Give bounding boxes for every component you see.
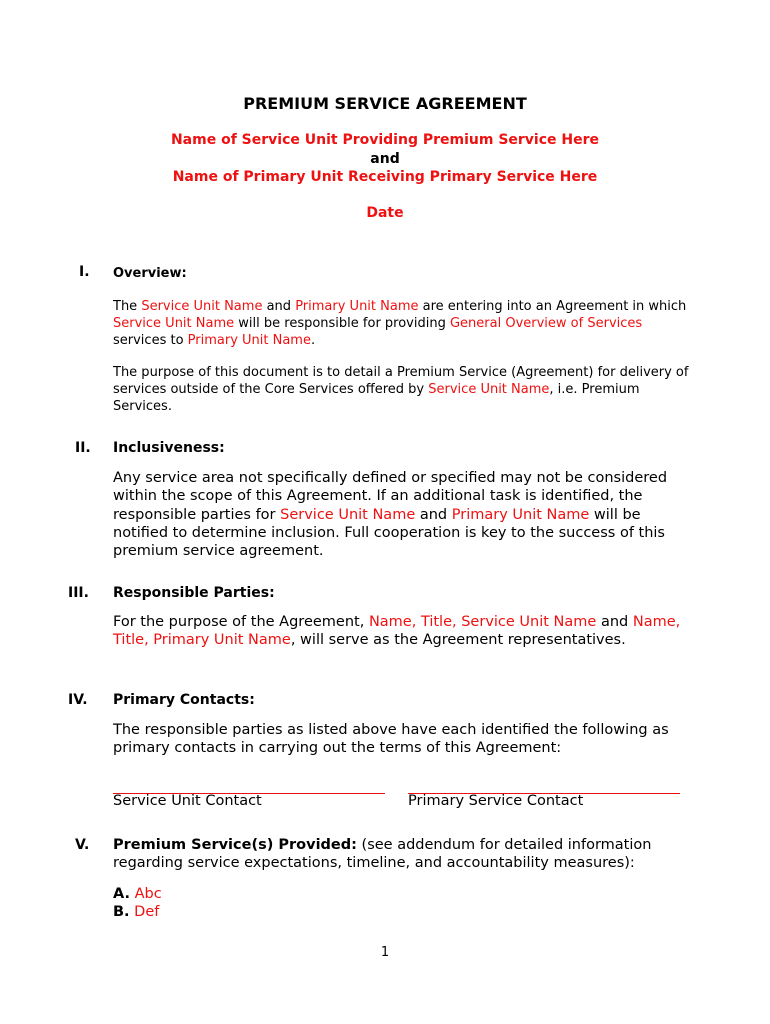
primary-service-contact-label: Primary Service Contact <box>408 793 584 809</box>
section-number-4: IV. <box>68 692 88 708</box>
section-number-5: V. <box>75 837 90 853</box>
section-number-1: I. <box>79 264 90 280</box>
service-item-a: A. Abc <box>113 886 162 902</box>
section-heading-inclusiveness: Inclusiveness: <box>113 440 225 456</box>
document-title: PREMIUM SERVICE AGREEMENT <box>243 94 527 113</box>
responsible-parties-paragraph: For the purpose of the Agreement, Name, Title, Service Unit Name and Name, Title, Primary Unit Name, will serve as the Agreement representatives. <box>113 614 681 649</box>
section-number-3: III. <box>68 585 89 601</box>
page-number: 1 <box>380 945 390 960</box>
section-heading-overview: Overview: <box>113 266 187 281</box>
section-number-2: II. <box>75 440 91 456</box>
section-heading-primary-contacts: Primary Contacts: <box>113 692 255 708</box>
service-item-b: B. Def <box>113 904 160 920</box>
and-connector: and <box>370 151 400 167</box>
agreement-date: Date <box>366 205 404 221</box>
overview-paragraph-1: The Service Unit Name and Primary Unit Name are entering into an Agreement in which Service Unit Name will be responsible for providing General Overview of Services services to Primary Unit Name. <box>113 299 687 348</box>
receiver-name: Name of Primary Unit Receiving Primary Service Here <box>172 169 598 185</box>
premium-services-heading: Premium Service(s) Provided: (see addendum for detailed information regarding service expectations, timeline, and accountability measures): <box>113 837 652 872</box>
service-unit-contact-label: Service Unit Contact <box>113 793 262 809</box>
inclusiveness-paragraph: Any service area not specifically defined or specified may not be considered within the scope of this Agreement. If an additional task is identified, the responsible parties for Service Unit Name and Primary Unit Name will be notified to determine inclusion. Full cooperation is key to the success of this premium service agreement. <box>113 470 668 560</box>
overview-paragraph-2: The purpose of this document is to detail a Premium Service (Agreement) for delivery of services outside of the Core Services offered by Service Unit Name, i.e. Premium Services. <box>113 365 689 414</box>
provider-name: Name of Service Unit Providing Premium Service Here <box>170 132 600 148</box>
section-heading-responsible-parties: Responsible Parties: <box>113 585 275 601</box>
primary-contacts-paragraph: The responsible parties as listed above have each identified the following as primary contacts in carrying out the terms of this Agreement: <box>113 722 669 757</box>
